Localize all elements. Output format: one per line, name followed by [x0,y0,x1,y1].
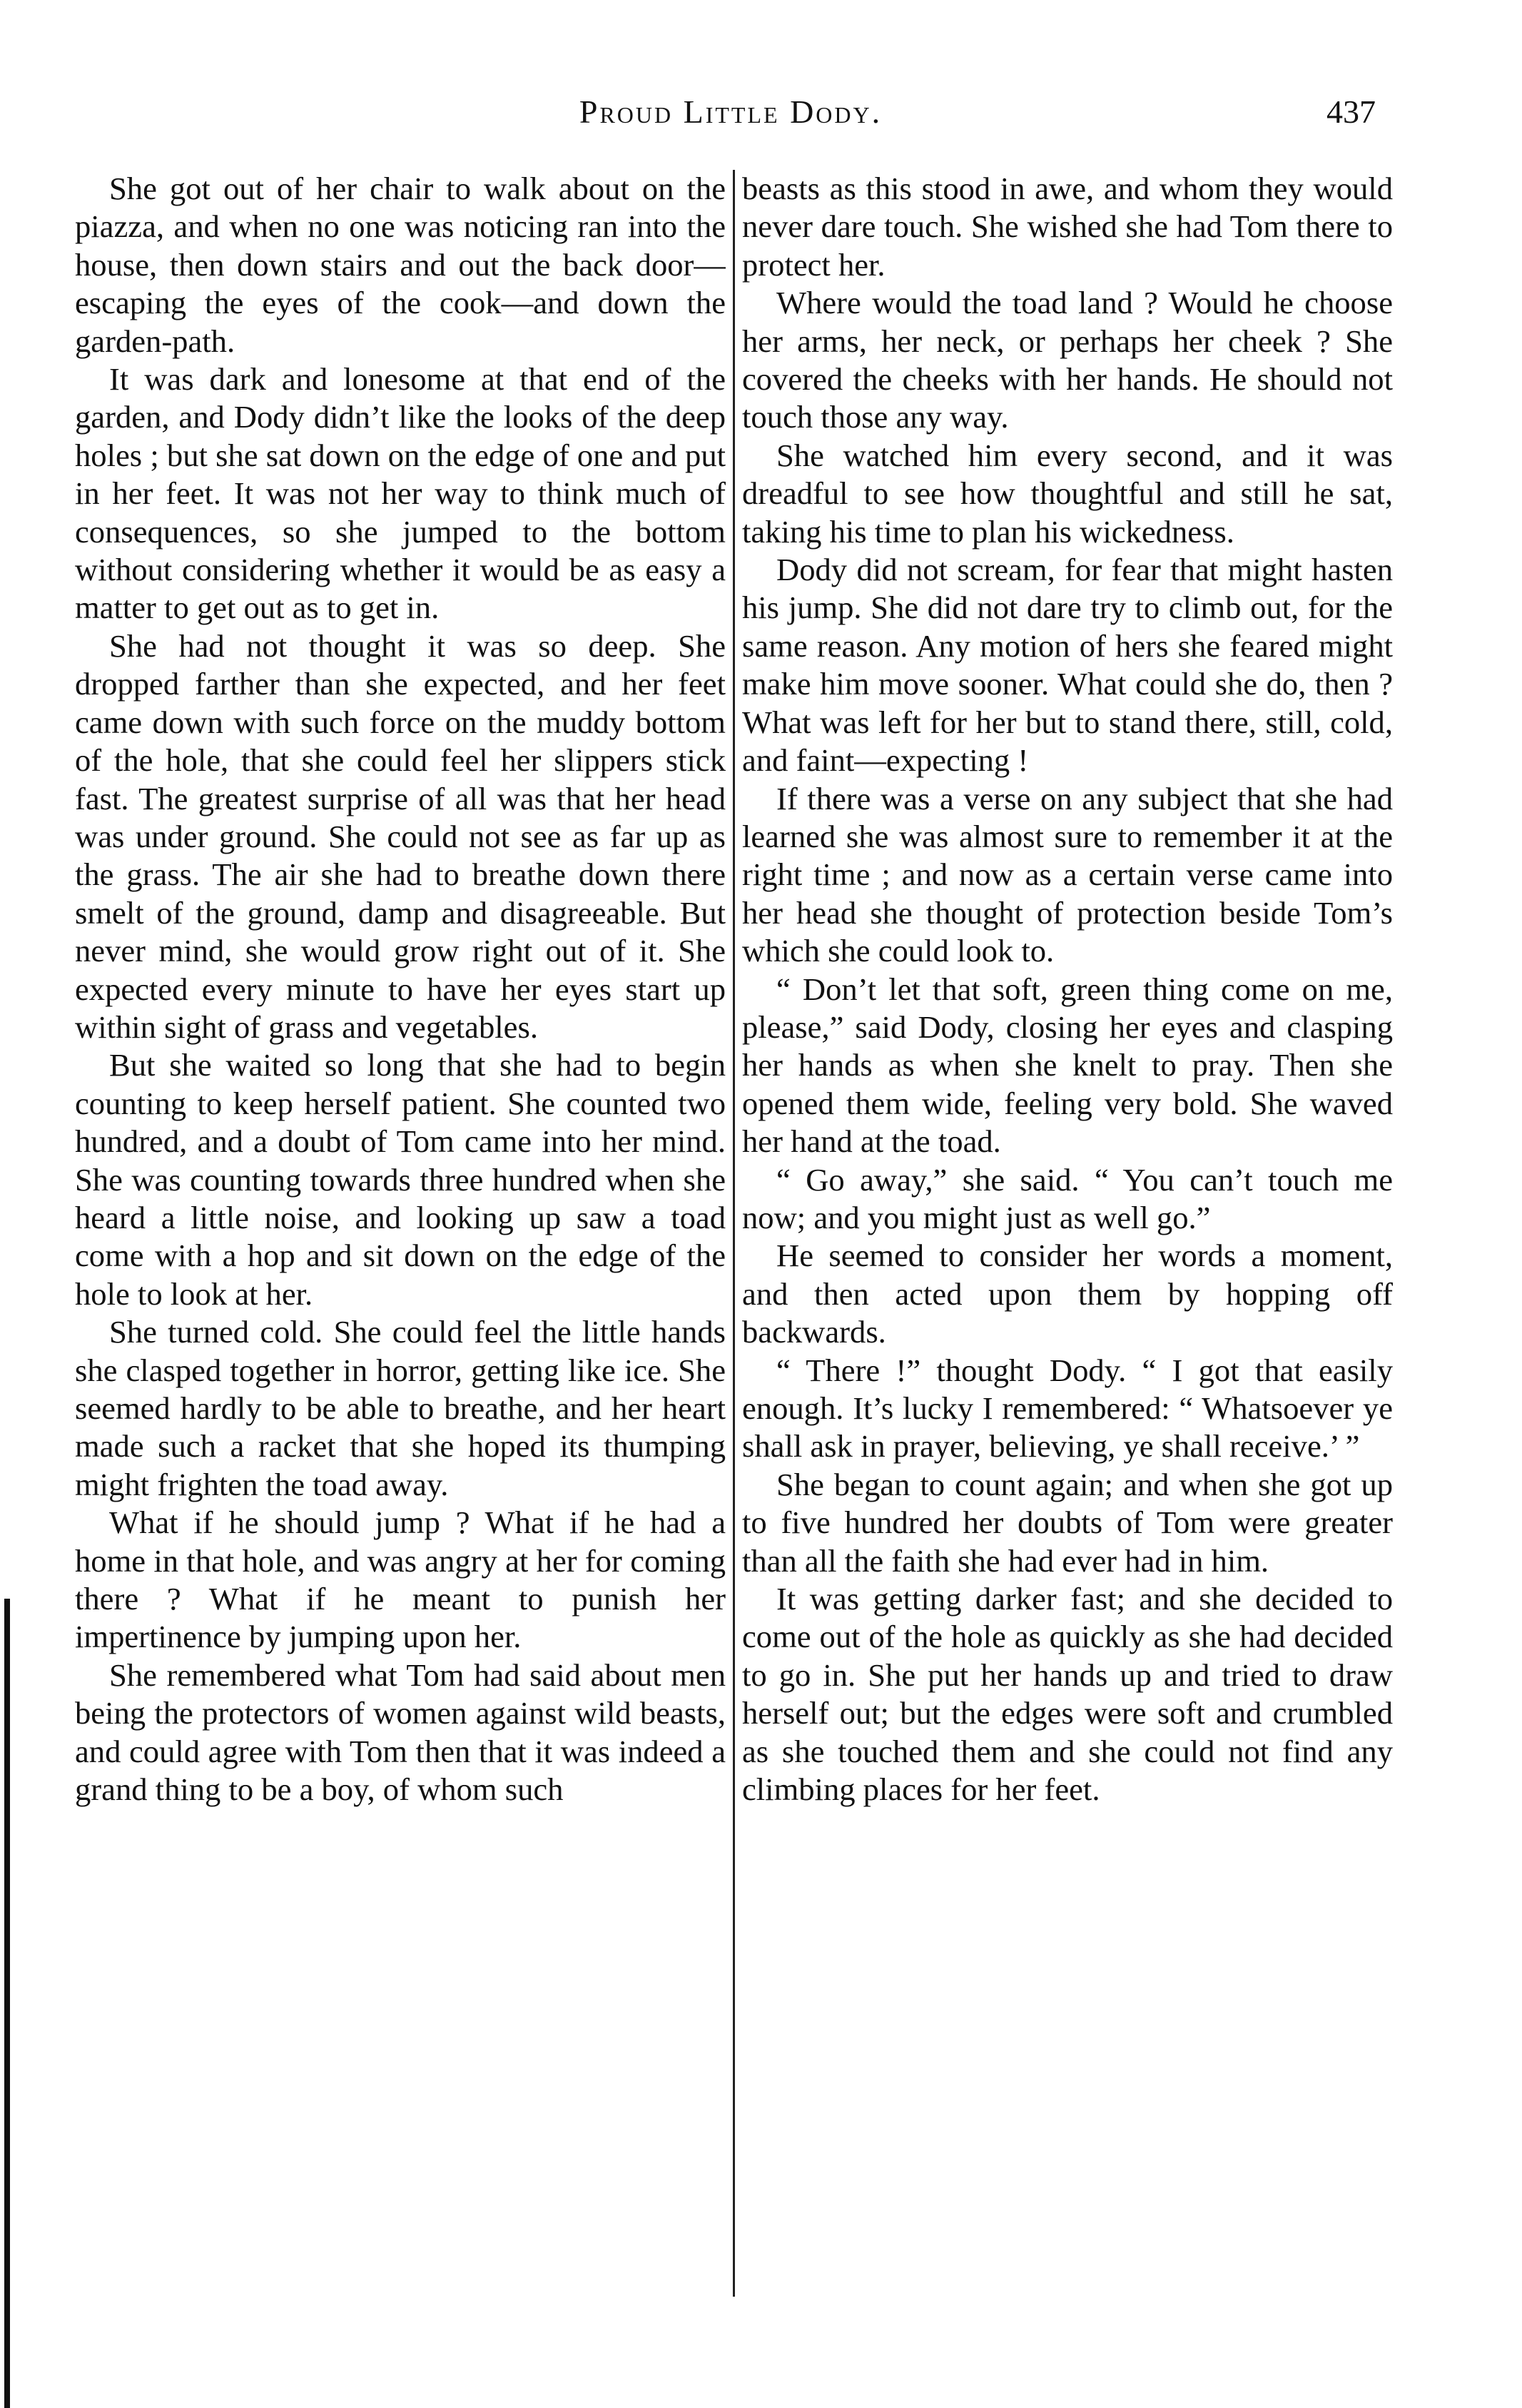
paragraph: If there was a verse on any subject that she had learned she was almost sure to remember it at the right time ; and now as a certain verse came into her head she thought of protection beside Tom’s which she could look to. [742,780,1393,969]
paragraph: It was getting darker fast; and she decided to come out of the hole as quickly as she had decided to go in. She put her hands up and tried to draw herself out; but the edges were soft and crumbled as she touched them and she could not find any climbing places for her feet. [742,1581,1393,1808]
page-edge-shadow [4,1599,10,2408]
column-divider [733,170,735,2297]
paragraph: “ Don’t let that soft, green thing come on me, please,” said Dody, closing her eyes and clasping her hands as when she knelt to pray. Then she opened them wide, feeling very bold. She waved her hand at the toad. [742,971,1393,1160]
paragraph: She had not thought it was so deep. She dropped farther than she expected, and her feet came down with such force on the muddy bottom of the hole, that she could feel her slippers stick fast. The greatest surprise of all was that her head was under ground. She could not see as far up as the grass. The air she had to breathe down there smelt of the ground, damp and disagreeable. But never mind, she would grow right out of it. She expected every minute to have her eyes start up within sight of grass and vegetables. [75,627,726,1045]
paragraph-continuation: beasts as this stood in awe, and whom they would never dare touch. She wished she had Tom there to protect her. [742,171,1393,283]
paragraph: He seemed to consider her words a moment, and then acted upon them by hopping off backwards. [742,1238,1393,1350]
paragraph: Where would the toad land ? Would he choose her arms, her neck, or perhaps her cheek ? She covered the cheeks with her hands. He should not touch those any way. [742,285,1393,435]
paragraph: “ Go away,” she said. “ You can’t touch me now; and you might just as well go.” [742,1161,1393,1235]
paragraph: But she waited so long that she had to begin counting to keep herself patient. She counted two hundred, and a doubt of Tom came into her mind. She was counting towards three hundred when she heard a little noise, and looking up saw a toad come with a hop and sit down on the edge of the hole to look at her. [75,1047,726,1312]
paragraph: “ There !” thought Dody. “ I got that easily enough. It’s lucky I remembered: “ Whatsoever ye shall ask in prayer, believing, ye shall receive.’ ” [742,1352,1393,1464]
paragraph: She watched him every second, and it was dreadful to see how thoughtful and still he sat, taking his time to plan his wickedness. [742,437,1393,550]
paragraph: She remembered what Tom had said about men being the protectors of women against wild beasts, and could agree with Tom then that it was indeed a grand thing to be a boy, of whom such [75,1656,726,1808]
paragraph: What if he should jump ? What if he had a home in that hole, and was angry at her for coming there ? What if he meant to punish her impertinence by jumping upon her. [75,1504,726,1655]
left-column [75,170,726,2325]
page-header [86,93,1376,150]
paragraph: Dody did not scream, for fear that might hasten his jump. She did not dare try to climb out, for the same reason. Any motion of hers she feared might make him move sooner. What could she do, then ? What was left for her but to stand there, still, cold, and faint—expecting ! [742,552,1393,779]
page-number: 437 [1326,93,1376,130]
paragraph: It was dark and lonesome at that end of the garden, and Dody didn’t like the looks of the deep holes ; but she sat down on the edge of one and put in her feet. It was not her way to think much of consequences, so she jumped to the bottom without considering whether it would be as easy a matter to get out as to get in. [75,361,726,626]
paragraph: She got out of her chair to walk about on the piazza, and when no one was noticing ran into the house, then down stairs and out the back door—escaping the eyes of the cook—and down the garden-path. [75,171,726,359]
paragraph: She turned cold. She could feel the little hands she clasped together in horror, getting like ice. She seemed hardly to be able to breathe, and her heart made such a racket that she hoped its thumping might frighten the toad away. [75,1314,726,1502]
right-column [742,170,1393,2325]
paragraph: She began to count again; and when she got up to five hundred her doubts of Tom were greater than all the faith she had ever had in him. [742,1466,1393,1579]
running-title: Proud Little Dody. [579,93,883,130]
